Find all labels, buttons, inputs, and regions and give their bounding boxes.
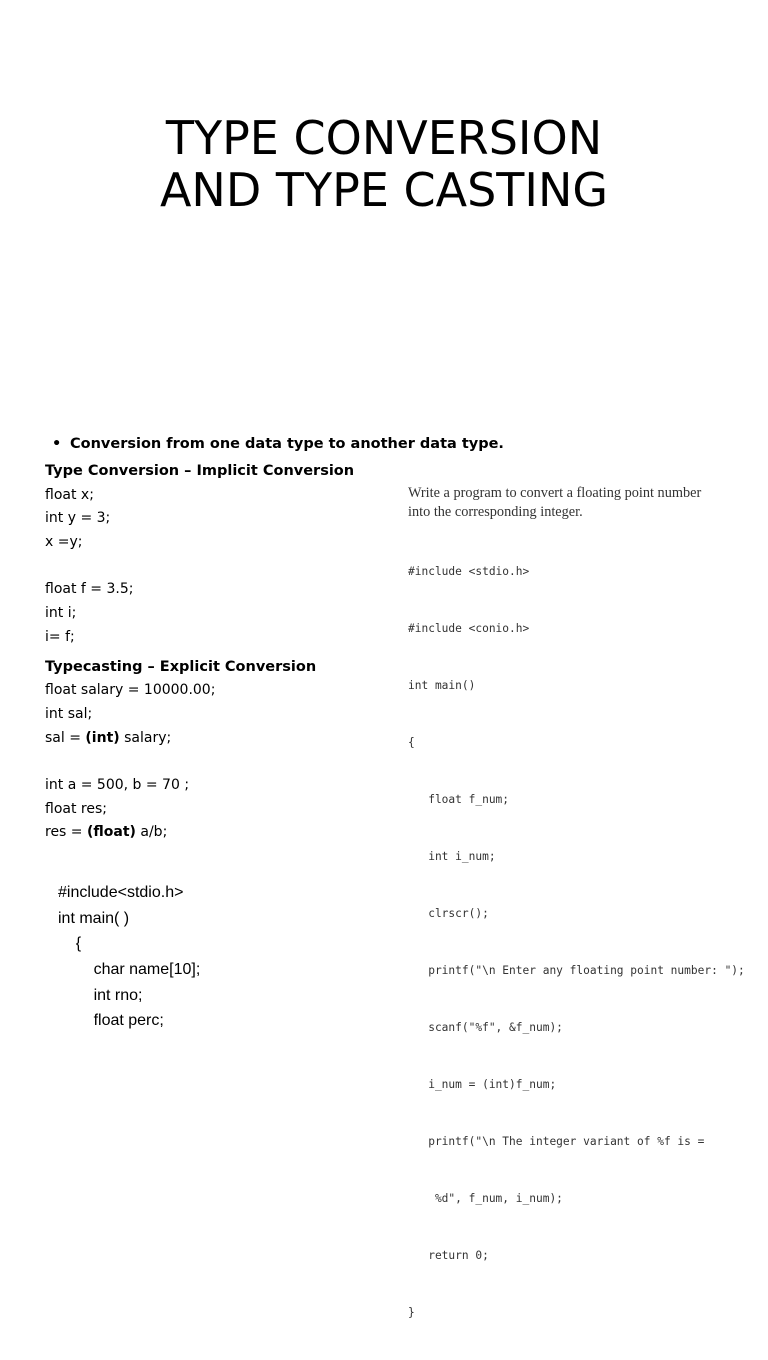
code-text: sal = <box>45 729 86 746</box>
code-line: { <box>58 935 82 953</box>
code-line: #include <stdio.h> <box>408 565 530 578</box>
code-line: #include<stdio.h> <box>58 884 184 901</box>
code-line: scanf("%f", &f_num); <box>408 1021 563 1034</box>
code-line: float res; <box>45 800 107 817</box>
code-line <box>45 727 354 751</box>
code-text: res = <box>45 824 87 841</box>
code-line: float f = 3.5; <box>45 581 134 598</box>
example-code <box>408 524 745 1360</box>
cast-keyword: (float) <box>87 824 136 841</box>
code-line: i= f; <box>45 628 75 645</box>
code-line: char name[10]; <box>58 961 201 979</box>
code-line: int a = 500, b = 70 ; <box>45 776 190 793</box>
prompt-line: into the corresponding integer. <box>408 504 583 520</box>
code-line: int sal; <box>45 705 93 722</box>
prompt-line: Write a program to convert a floating point number <box>408 485 702 501</box>
code-line: x =y; <box>45 534 83 551</box>
code-line: int i_num; <box>408 850 496 863</box>
code-line: float salary = 10000.00; <box>45 682 216 699</box>
code-line: int rno; <box>58 986 143 1004</box>
title-line-2: AND TYPE CASTING <box>159 163 609 217</box>
code-line: float perc; <box>58 1012 164 1030</box>
title-line-1: TYPE CONVERSION <box>165 111 603 165</box>
bullet-text: Conversion from one data type to another data type. <box>70 436 504 452</box>
example-program <box>408 484 745 1360</box>
bottom-code <box>58 880 200 1034</box>
code-line: i_num = (int)f_num; <box>408 1078 557 1091</box>
spacer <box>45 555 354 579</box>
code-line: %d", f_num, i_num); <box>408 1192 563 1205</box>
code-line: clrscr(); <box>408 907 489 920</box>
code-text: a/b; <box>135 824 168 841</box>
code-line: #include <conio.h> <box>408 622 530 635</box>
cast-keyword: (int) <box>85 729 120 746</box>
spacer <box>45 750 354 774</box>
code-line: float x; <box>45 486 94 503</box>
code-line: printf("\n The integer variant of %f is = <box>408 1135 705 1148</box>
code-line: { <box>408 736 415 749</box>
implicit-heading: Type Conversion – Implicit Conversion <box>45 463 355 479</box>
code-line: return 0; <box>408 1249 489 1262</box>
code-line: int main() <box>408 679 476 692</box>
code-line <box>45 821 354 845</box>
code-line: int i; <box>45 605 77 622</box>
code-line: int main( ) <box>58 909 130 927</box>
explicit-heading: Typecasting – Explicit Conversion <box>45 658 317 675</box>
code-text: salary; <box>119 729 172 746</box>
page-title <box>0 112 768 216</box>
code-line: } <box>408 1306 415 1319</box>
code-line: printf("\n Enter any floating point number: "); <box>408 964 745 977</box>
code-line: float f_num; <box>408 793 510 806</box>
bullet-point <box>52 436 504 452</box>
bullet-icon: • <box>52 436 62 452</box>
code-line: int y = 3; <box>45 510 111 527</box>
conversion-notes <box>45 460 354 845</box>
example-prompt <box>408 484 728 522</box>
